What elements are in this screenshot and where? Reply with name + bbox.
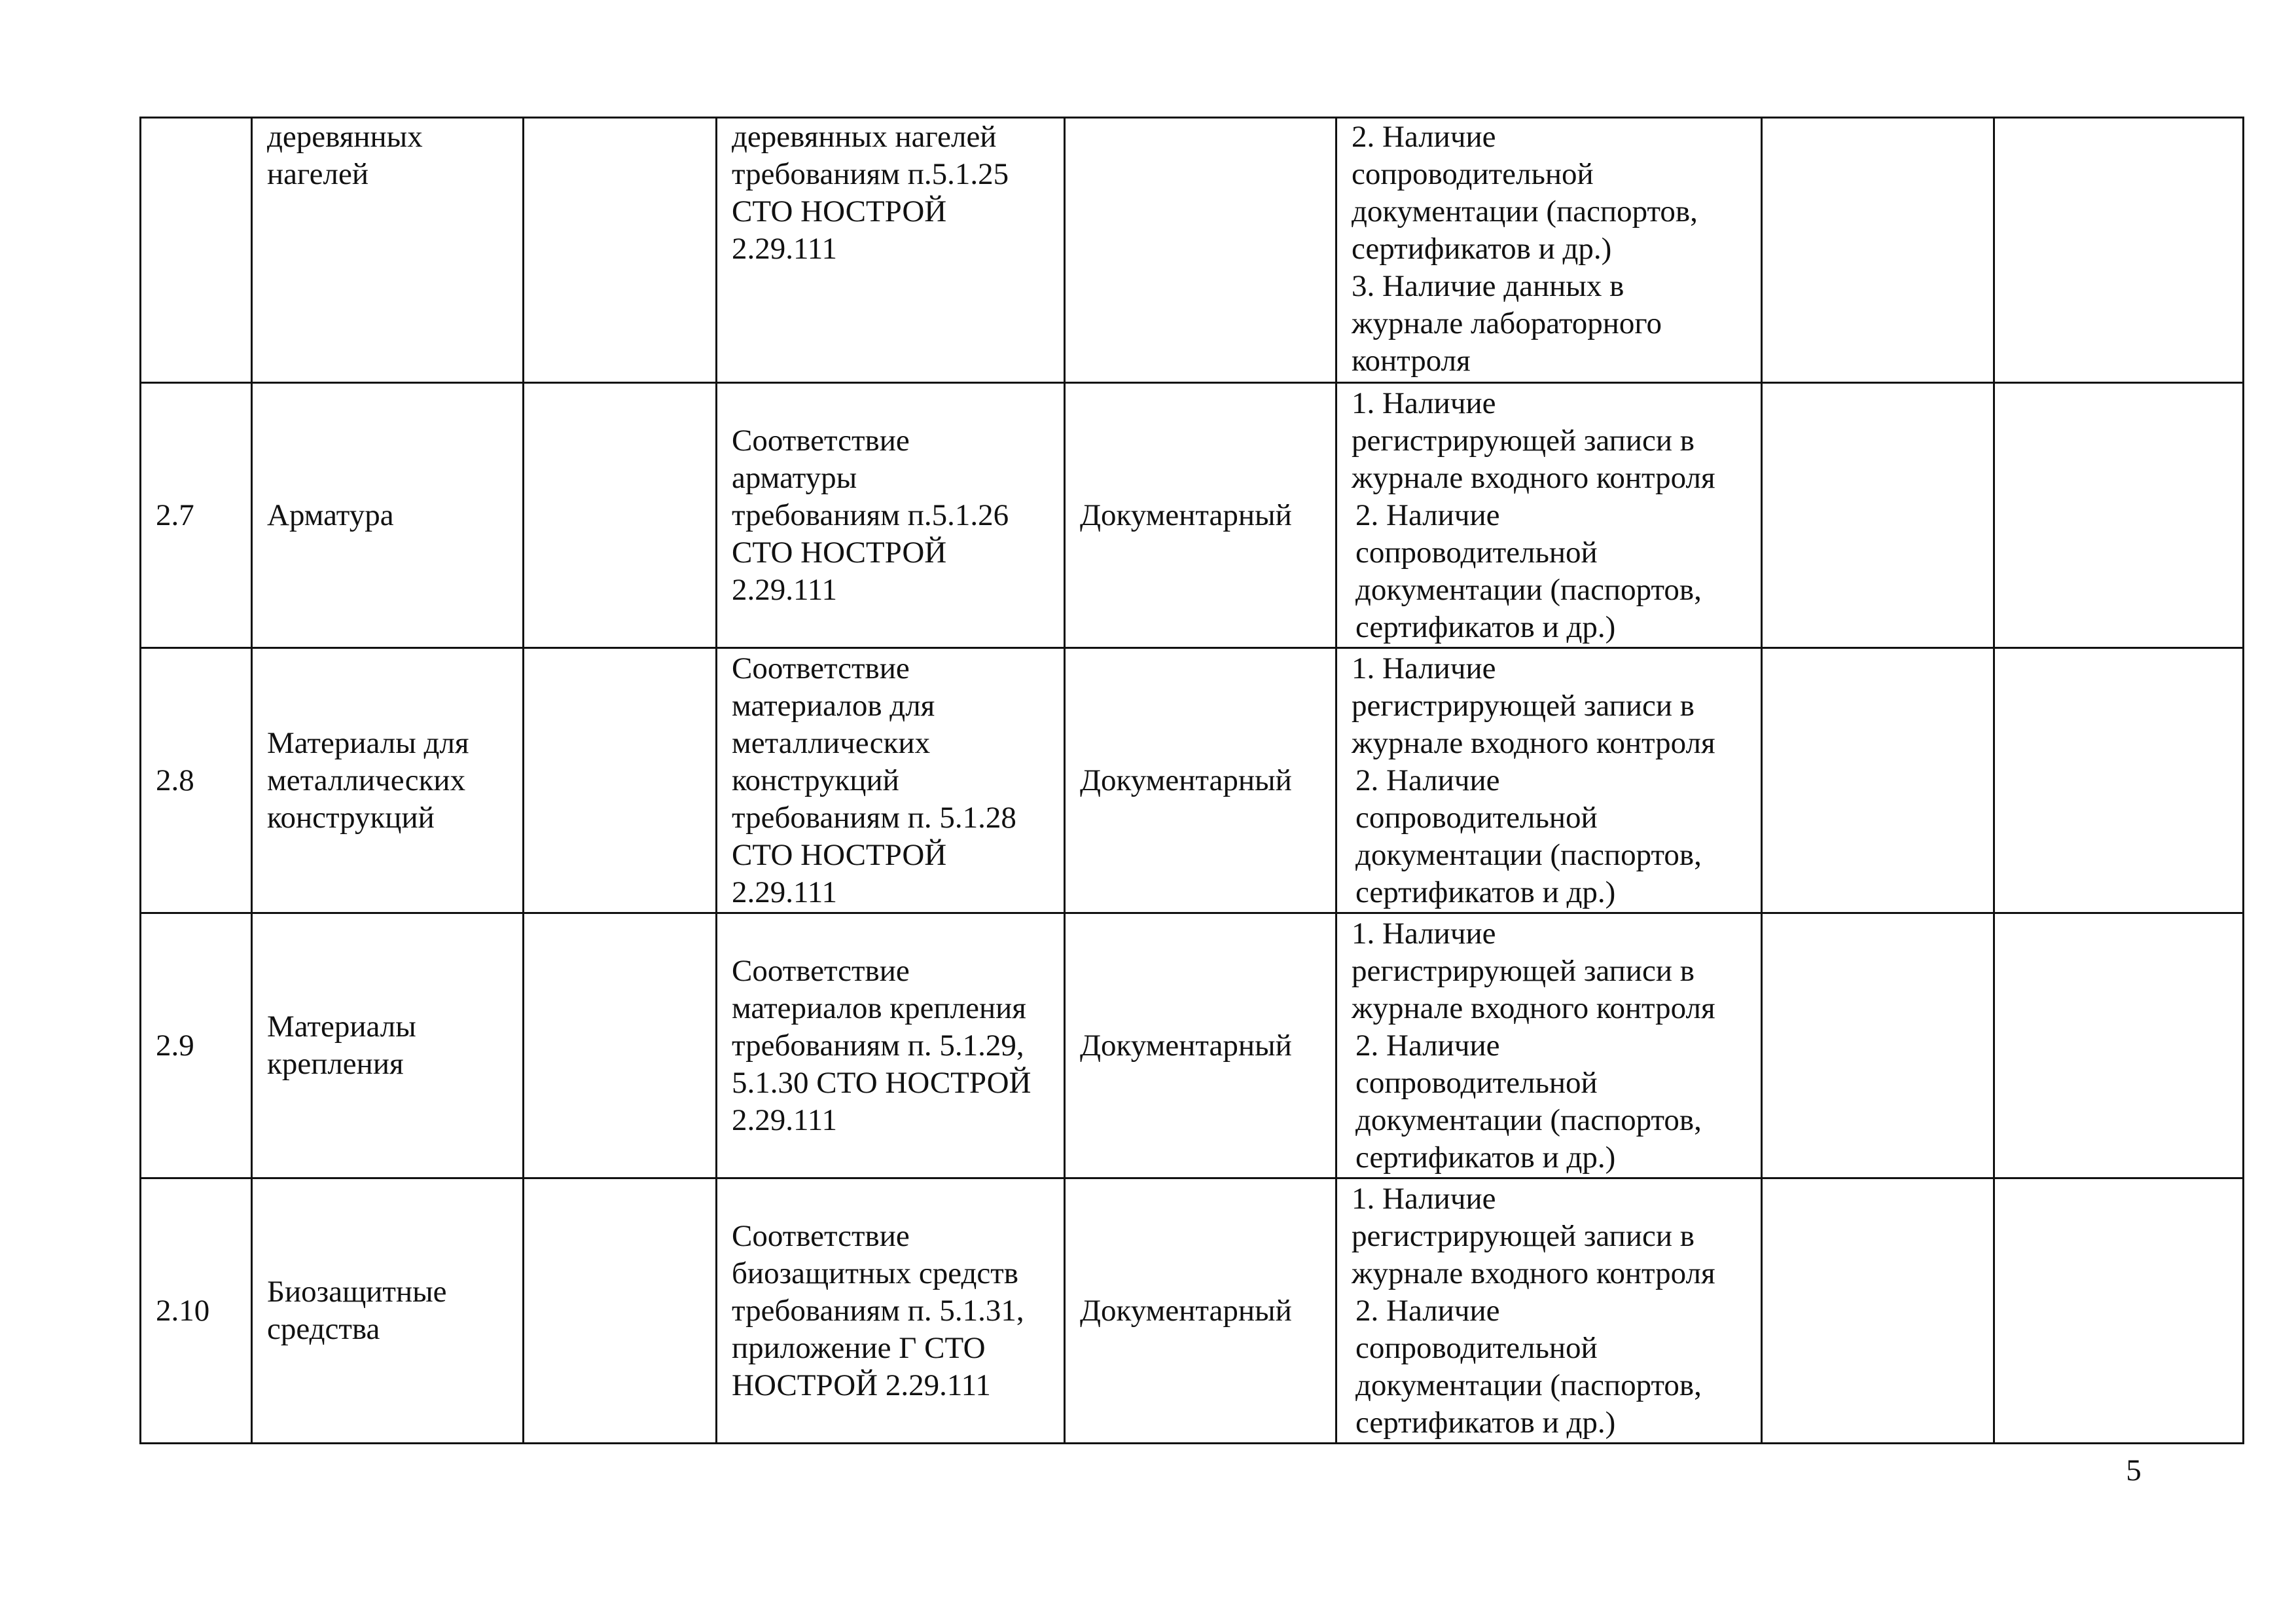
cell-empty (1762, 383, 1994, 648)
cell-empty (1994, 913, 2244, 1178)
cell-line: документации (паспортов, (1355, 837, 1702, 872)
cell-number: 2.10 (141, 1178, 252, 1444)
cell-line: журнале входного контроля (1352, 991, 1715, 1025)
cell-name (252, 118, 524, 383)
cell-line: требованиям п. 5.1.29, (732, 1028, 1024, 1063)
cell-line: 2.29.111 (732, 875, 838, 909)
cell-line: СТО НОСТРОЙ (732, 194, 947, 228)
cell-line: СТО НОСТРОЙ (732, 837, 947, 872)
cell-line: требованиям п.5.1.25 (732, 157, 1009, 191)
cell-empty (1994, 1178, 2244, 1444)
cell-line: НОСТРОЙ 2.29.111 (732, 1368, 991, 1402)
cell-line: журнале лабораторного (1352, 306, 1662, 340)
cell-line: документации (паспортов, (1355, 572, 1702, 607)
cell-line: СТО НОСТРОЙ (732, 535, 947, 570)
cell-name (252, 1178, 524, 1444)
cell-line: Арматура (267, 498, 394, 532)
cell-empty (1994, 648, 2244, 913)
control-table (139, 117, 2244, 1444)
cell-line: требованиям п. 5.1.28 (732, 800, 1016, 835)
cell-line: журнале входного контроля (1352, 460, 1715, 495)
cell-empty (1994, 118, 2244, 383)
cell-line: требованиям п. 5.1.31, (732, 1293, 1024, 1328)
cell-line: конструкций (267, 800, 435, 835)
cell-line: сертификатов и др.) (1355, 610, 1616, 644)
cell-line: 2. Наличие (1355, 498, 1500, 532)
cell-line: приложение Г СТО (732, 1330, 986, 1365)
cell-name (252, 648, 524, 913)
cell-empty (1762, 913, 1994, 1178)
cell-empty (524, 383, 717, 648)
cell-line: сопроводительной (1355, 535, 1598, 570)
cell-line: материалов крепления (732, 991, 1026, 1025)
table-row (141, 913, 2244, 1178)
cell-evidence (1336, 118, 1762, 383)
cell-line: документации (паспортов, (1355, 1368, 1702, 1402)
cell-requirement (717, 648, 1065, 913)
cell-line: сопроводительной (1355, 800, 1598, 835)
cell-line: регистрирующей записи в (1352, 423, 1695, 458)
cell-evidence (1336, 1178, 1762, 1444)
cell-line: биозащитных средств (732, 1256, 1018, 1290)
cell-name (252, 913, 524, 1178)
table-row (141, 383, 2244, 648)
cell-line: 2.29.111 (732, 572, 838, 607)
cell-name (252, 383, 524, 648)
cell-line: Материалы для (267, 725, 469, 760)
cell-empty (1762, 118, 1994, 383)
cell-line: 2. Наличие (1355, 1028, 1500, 1063)
cell-line: 1. Наличие (1352, 651, 1496, 685)
page-number: 5 (2126, 1453, 2142, 1487)
cell-line: материалов для (732, 688, 935, 723)
cell-line: сопроводительной (1355, 1330, 1598, 1365)
cell-empty (1994, 383, 2244, 648)
cell-line: деревянных нагелей (732, 120, 997, 154)
cell-line: 1. Наличие (1352, 1181, 1496, 1216)
cell-line: документации (паспортов, (1355, 1103, 1702, 1137)
cell-requirement (717, 913, 1065, 1178)
cell-line: регистрирующей записи в (1352, 1218, 1695, 1253)
cell-requirement (717, 383, 1065, 648)
cell-empty (524, 648, 717, 913)
cell-line: 2.29.111 (732, 232, 838, 266)
cell-number: 2.7 (141, 383, 252, 648)
table-row (141, 648, 2244, 913)
cell-requirement (717, 118, 1065, 383)
cell-line: 2. Наличие (1355, 763, 1500, 797)
cell-evidence (1336, 383, 1762, 648)
cell-line: Материалы (267, 1010, 416, 1044)
cell-line: Соответствие (732, 1218, 910, 1253)
cell-number: 2.8 (141, 648, 252, 913)
cell-empty (1762, 648, 1994, 913)
cell-requirement (717, 1178, 1065, 1444)
cell-line: 2. Наличие (1355, 1293, 1500, 1328)
cell-line: сопроводительной (1355, 1065, 1598, 1100)
cell-line: крепления (267, 1047, 404, 1081)
cell-line: сертификатов и др.) (1352, 232, 1612, 266)
cell-line: сертификатов и др.) (1355, 1405, 1616, 1440)
cell-line: 2. Наличие (1352, 120, 1496, 154)
cell-line: конструкций (732, 763, 899, 797)
cell-method: Документарный (1065, 383, 1336, 648)
cell-line: журнале входного контроля (1352, 1256, 1715, 1290)
cell-method: Документарный (1065, 648, 1336, 913)
cell-line: 5.1.30 СТО НОСТРОЙ (732, 1065, 1031, 1100)
cell-line: Биозащитные (267, 1275, 447, 1309)
cell-line: контроля (1352, 344, 1471, 378)
cell-evidence (1336, 648, 1762, 913)
cell-line: арматуры (732, 460, 857, 495)
cell-line: металлических (267, 763, 466, 797)
cell-line: журнале входного контроля (1352, 725, 1715, 760)
cell-line: Соответствие (732, 953, 910, 988)
cell-line: требованиям п.5.1.26 (732, 498, 1009, 532)
cell-line: документации (паспортов, (1352, 194, 1698, 228)
cell-line: Соответствие (732, 651, 910, 685)
cell-line: Соответствие (732, 423, 910, 458)
cell-line: средства (267, 1312, 380, 1346)
cell-line: сертификатов и др.) (1355, 1140, 1616, 1175)
cell-line: 3. Наличие данных в (1352, 269, 1624, 303)
cell-line: регистрирующей записи в (1352, 688, 1695, 723)
cell-number (141, 118, 252, 383)
cell-method: Документарный (1065, 913, 1336, 1178)
cell-empty (1762, 1178, 1994, 1444)
cell-line: 1. Наличие (1352, 916, 1496, 951)
cell-line: металлических (732, 725, 931, 760)
cell-line: 1. Наличие (1352, 386, 1496, 420)
cell-number: 2.9 (141, 913, 252, 1178)
cell-line: нагелей (267, 157, 368, 191)
table-row (141, 1178, 2244, 1444)
cell-line: сертификатов и др.) (1355, 875, 1616, 909)
cell-line: деревянных (267, 120, 423, 154)
cell-evidence (1336, 913, 1762, 1178)
cell-line: регистрирующей записи в (1352, 953, 1695, 988)
cell-method: Документарный (1065, 1178, 1336, 1444)
cell-line: 2.29.111 (732, 1103, 838, 1137)
cell-empty (524, 1178, 717, 1444)
table-row (141, 118, 2244, 383)
cell-line: сопроводительной (1352, 157, 1594, 191)
cell-method (1065, 118, 1336, 383)
cell-empty (524, 913, 717, 1178)
cell-empty (524, 118, 717, 383)
